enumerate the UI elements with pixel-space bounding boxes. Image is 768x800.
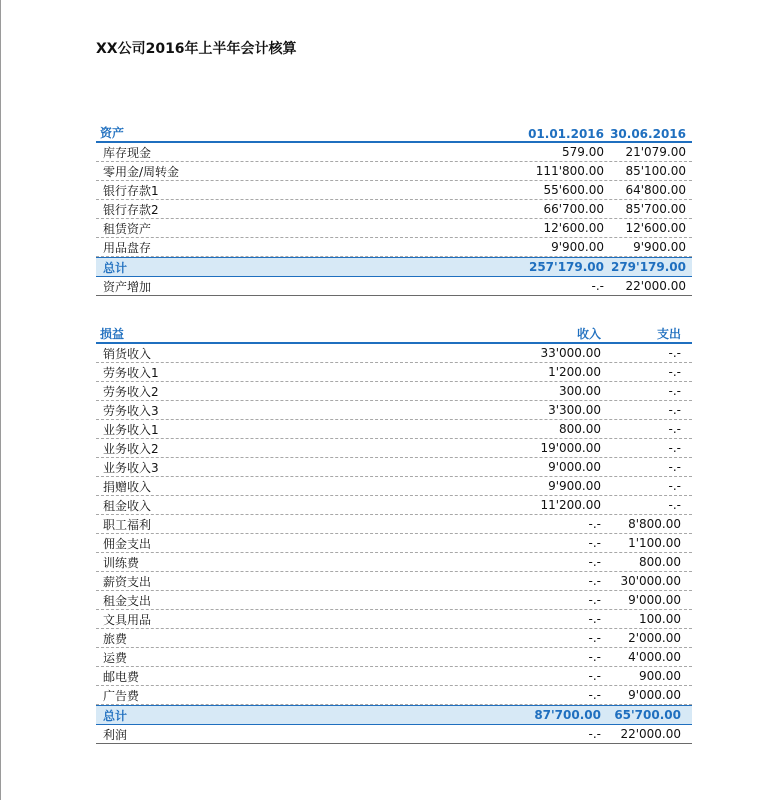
- row-col2: 85'100.00: [625, 164, 686, 178]
- row-col2: 1'100.00: [628, 536, 681, 550]
- pl-header-col1: 收入: [576, 327, 601, 341]
- row-col1: 579.00: [562, 145, 604, 159]
- row-col1: -.-: [588, 631, 601, 645]
- table-row: [96, 219, 692, 238]
- row-col1: 33'000.00: [540, 346, 601, 360]
- row-label: 文具用品: [103, 612, 152, 627]
- table-row: [96, 477, 692, 496]
- table-row: [96, 458, 692, 477]
- row-col1: 9'900.00: [548, 479, 601, 493]
- row-label: 库存现金: [103, 145, 152, 160]
- pl-total-col2: 65'700.00: [614, 708, 681, 722]
- row-col1: 66'700.00: [543, 202, 604, 216]
- table-row: [96, 686, 692, 705]
- profit-loss-table: [96, 325, 692, 744]
- row-label: 训练费: [103, 555, 140, 570]
- pl-total-label: 总计: [103, 708, 128, 723]
- table-row: [96, 610, 692, 629]
- row-col1: 300.00: [559, 384, 601, 398]
- table-row: [96, 515, 692, 534]
- table-row: [96, 496, 692, 515]
- row-label: 劳务收入3: [103, 403, 159, 418]
- assets-total-col1: 257'179.00: [528, 260, 604, 274]
- row-col2: 9'000.00: [628, 593, 681, 607]
- assets-total-row: [96, 257, 692, 277]
- table-row: [96, 143, 692, 162]
- table-row: [96, 238, 692, 257]
- row-label: 佣金支出: [103, 536, 152, 551]
- row-label: 银行存款2: [103, 202, 159, 217]
- row-col2: 21'079.00: [625, 145, 686, 159]
- table-row: [96, 667, 692, 686]
- pl-header-label: 损益: [100, 327, 125, 341]
- table-row: [96, 629, 692, 648]
- row-col1: 1'200.00: [548, 365, 601, 379]
- row-label: 业务收入3: [103, 460, 159, 475]
- row-col1: -.-: [588, 612, 601, 626]
- table-row: [96, 553, 692, 572]
- table-row: [96, 363, 692, 382]
- row-col1: -.-: [588, 536, 601, 550]
- page-left-border: [0, 0, 1, 800]
- profit-col1: -.-: [588, 727, 601, 741]
- row-col2: 8'800.00: [628, 517, 681, 531]
- row-col2: -.-: [668, 346, 681, 360]
- row-label: 银行存款1: [103, 183, 159, 198]
- assets-table: [96, 124, 692, 296]
- row-col1: 3'300.00: [548, 403, 601, 417]
- row-col2: -.-: [668, 460, 681, 474]
- row-label: 零用金/周转金: [103, 164, 180, 179]
- row-col2: 30'000.00: [620, 574, 681, 588]
- pl-header-col2: 支出: [656, 327, 681, 341]
- table-row: [96, 401, 692, 420]
- row-label: 租金支出: [103, 593, 152, 608]
- table-row: [96, 591, 692, 610]
- row-col1: 111'800.00: [535, 164, 604, 178]
- row-label: 用品盘存: [103, 240, 152, 255]
- row-label: 广告费: [103, 688, 140, 703]
- pl-header-row: [96, 325, 692, 344]
- row-col2: -.-: [668, 498, 681, 512]
- row-label: 旅费: [103, 631, 128, 646]
- row-col1: 9'000.00: [548, 460, 601, 474]
- row-col2: 2'000.00: [628, 631, 681, 645]
- table-row: [96, 162, 692, 181]
- row-label: 租金收入: [103, 498, 152, 513]
- row-col2: 9'900.00: [633, 240, 686, 254]
- assets-header-row: [96, 124, 692, 143]
- row-label: 薪资支出: [103, 574, 152, 589]
- row-col2: 100.00: [639, 612, 681, 626]
- table-row: [96, 439, 692, 458]
- row-label: 邮电费: [103, 669, 140, 684]
- row-col2: -.-: [668, 422, 681, 436]
- row-col2: 900.00: [639, 669, 681, 683]
- row-col1: -.-: [588, 555, 601, 569]
- row-label: 业务收入2: [103, 441, 159, 456]
- row-col2: -.-: [668, 365, 681, 379]
- row-label: 劳务收入1: [103, 365, 159, 380]
- assets-header-col1: 01.01.2016: [528, 127, 604, 141]
- profit-row: [96, 725, 692, 744]
- row-col2: -.-: [668, 384, 681, 398]
- row-col2: -.-: [668, 479, 681, 493]
- table-row: [96, 382, 692, 401]
- row-col2: -.-: [668, 441, 681, 455]
- row-col1: 11'200.00: [540, 498, 601, 512]
- table-row: [96, 200, 692, 219]
- document-title: XX公司2016年上半年会计核算: [96, 41, 297, 57]
- row-col1: 19'000.00: [540, 441, 601, 455]
- assets-increase-label: 资产增加: [103, 279, 152, 294]
- row-label: 捐赠收入: [103, 479, 152, 494]
- row-col2: 4'000.00: [628, 650, 681, 664]
- row-col1: -.-: [588, 574, 601, 588]
- row-label: 运费: [103, 650, 128, 665]
- table-row: [96, 572, 692, 591]
- row-label: 劳务收入2: [103, 384, 159, 399]
- row-col2: 85'700.00: [625, 202, 686, 216]
- assets-total-col2: 279'179.00: [610, 260, 686, 274]
- table-row: [96, 344, 692, 363]
- row-col1: 55'600.00: [543, 183, 604, 197]
- row-label: 职工福利: [103, 517, 152, 532]
- assets-rows: [96, 143, 692, 257]
- row-col1: 12'600.00: [543, 221, 604, 235]
- table-row: [96, 181, 692, 200]
- row-col2: 800.00: [639, 555, 681, 569]
- row-col2: -.-: [668, 403, 681, 417]
- row-col1: -.-: [588, 688, 601, 702]
- assets-increase-col1: -.-: [591, 279, 604, 293]
- row-col2: 64'800.00: [625, 183, 686, 197]
- row-col1: -.-: [588, 669, 601, 683]
- row-col2: 12'600.00: [625, 221, 686, 235]
- row-col2: 9'000.00: [628, 688, 681, 702]
- assets-increase-col2: 22'000.00: [625, 279, 686, 293]
- table-row: [96, 420, 692, 439]
- pl-rows: [96, 344, 692, 705]
- row-col1: 800.00: [559, 422, 601, 436]
- assets-header-col2: 30.06.2016: [610, 127, 686, 141]
- profit-label: 利润: [103, 727, 128, 742]
- row-col1: -.-: [588, 517, 601, 531]
- assets-increase-row: [96, 277, 692, 296]
- table-row: [96, 534, 692, 553]
- pl-total-col1: 87'700.00: [534, 708, 601, 722]
- row-col1: -.-: [588, 593, 601, 607]
- row-label: 销货收入: [103, 346, 152, 361]
- row-label: 业务收入1: [103, 422, 159, 437]
- row-col1: 9'900.00: [551, 240, 604, 254]
- pl-total-row: [96, 705, 692, 725]
- profit-col2: 22'000.00: [620, 727, 681, 741]
- table-row: [96, 648, 692, 667]
- assets-total-label: 总计: [103, 260, 128, 275]
- row-label: 租赁资产: [103, 221, 152, 236]
- row-col1: -.-: [588, 650, 601, 664]
- assets-header-label: 资产: [100, 126, 125, 140]
